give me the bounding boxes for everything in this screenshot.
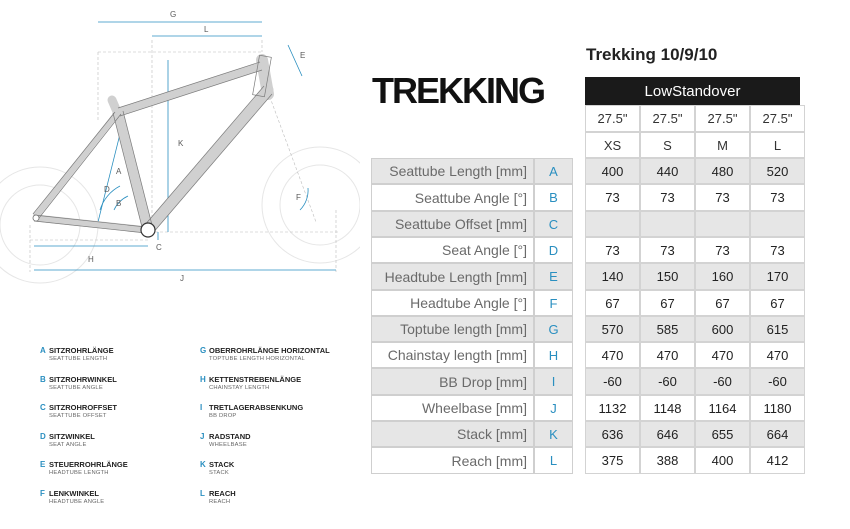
legend-name-english: HEADTUBE LENGTH <box>49 470 109 476</box>
row-value-cell: 480 <box>695 158 750 184</box>
legend-name-german: LENKWINKEL <box>49 488 99 498</box>
legend-name-german: STACK <box>209 460 235 469</box>
legend-name-english: CHAINSTAY LENGTH <box>209 384 270 391</box>
row-value-cell: 160 <box>695 263 750 290</box>
row-value-cell: 412 <box>750 447 805 474</box>
dim-label-d: D <box>104 185 110 194</box>
frame-geometry-diagram <box>0 0 360 300</box>
row-value-cell <box>750 211 805 237</box>
size-cell: XS <box>585 132 640 158</box>
row-value-cell: 400 <box>585 158 640 184</box>
bike-frame-outline <box>33 55 272 234</box>
legend-name-german: KETTENSTREBENLÄNGE <box>209 374 302 384</box>
row-value-cell: -60 <box>750 368 805 395</box>
row-value-cell: 73 <box>585 237 640 263</box>
row-value-cell: 470 <box>750 342 805 368</box>
legend-name-german: OBERROHRLÄNGE HORIZONTAL <box>209 346 330 355</box>
dim-label-c: C <box>156 243 162 252</box>
row-value-cell: 73 <box>640 184 695 211</box>
wheel-size-cell: 27.5" <box>695 105 750 132</box>
legend-letter: E <box>40 460 46 469</box>
row-value-cell: 615 <box>750 316 805 342</box>
row-label: Stack [mm] <box>371 421 534 447</box>
row-letter: H <box>534 342 573 368</box>
wheel-size-cell: 27.5" <box>640 105 695 132</box>
legend-letter: H <box>200 374 206 384</box>
size-cell: S <box>640 132 695 158</box>
dim-label-b: B <box>116 199 122 208</box>
legend-letter: C <box>40 403 46 412</box>
row-letter: G <box>534 316 573 342</box>
wheel-size-cell: 27.5" <box>750 105 805 132</box>
row-letter: K <box>534 421 573 447</box>
legend-letter: A <box>40 346 46 355</box>
row-letter: E <box>534 263 573 290</box>
legend-name-english: SEAT ANGLE <box>49 441 87 448</box>
legend-name-english: REACH <box>209 498 231 505</box>
legend-letter: B <box>40 374 46 384</box>
row-letter: D <box>534 237 573 263</box>
row-value-cell: 1148 <box>640 395 695 421</box>
frame-type-header: LowStandover <box>585 77 800 105</box>
row-value-cell: 646 <box>640 421 695 447</box>
row-value-cell: -60 <box>640 368 695 395</box>
row-value-cell: 470 <box>585 342 640 368</box>
dim-label-e: E <box>300 51 306 60</box>
dim-label-a: A <box>116 167 122 176</box>
row-value-cell: 1180 <box>750 395 805 421</box>
row-label: Headtube Length [mm] <box>371 263 534 290</box>
row-value-cell: 570 <box>585 316 640 342</box>
guide-lines <box>30 40 340 272</box>
size-cell: L <box>750 132 805 158</box>
legend-name-german: SITZROHROFFSET <box>49 403 117 412</box>
dim-label-g: G <box>170 10 177 19</box>
row-value-cell: 67 <box>750 290 805 316</box>
row-letter: B <box>534 184 573 211</box>
row-value-cell: 73 <box>585 184 640 211</box>
row-value-cell <box>640 211 695 237</box>
legend-name-english: TOPTUBE LENGTH HORIZONTAL <box>209 356 305 362</box>
row-value-cell: 67 <box>585 290 640 316</box>
legend-letter: G <box>200 346 207 355</box>
row-label: Toptube length [mm] <box>371 316 534 342</box>
row-value-cell: 470 <box>695 342 750 368</box>
size-cell: M <box>695 132 750 158</box>
row-value-cell: 1132 <box>585 395 640 421</box>
row-value-cell: -60 <box>585 368 640 395</box>
row-label: BB Drop [mm] <box>371 368 534 395</box>
legend-name-german: TRETLAGERABSENKUNG <box>209 403 304 412</box>
row-value-cell <box>585 211 640 237</box>
row-label: Chainstay length [mm] <box>371 342 534 368</box>
row-letter: A <box>534 158 573 184</box>
row-value-cell: 73 <box>640 237 695 263</box>
row-letter: C <box>534 211 573 237</box>
row-value-cell: 150 <box>640 263 695 290</box>
wheel-size-cell: 27.5" <box>585 105 640 132</box>
row-value-cell: 1164 <box>695 395 750 421</box>
row-label: Headtube Angle [°] <box>371 290 534 316</box>
row-value-cell: 655 <box>695 421 750 447</box>
row-value-cell: -60 <box>695 368 750 395</box>
row-value-cell: 636 <box>585 421 640 447</box>
legend-name-german: SITZROHRLÄNGE <box>49 346 114 355</box>
row-letter: L <box>534 447 573 474</box>
dim-label-k: K <box>178 139 184 148</box>
row-value-cell: 600 <box>695 316 750 342</box>
legend-name-german: STEUERROHRLÄNGE <box>49 460 128 469</box>
legend-name-english: SEATTUBE LENGTH <box>49 356 108 362</box>
row-label: Wheelbase [mm] <box>371 395 534 421</box>
row-label: Seattube Length [mm] <box>371 158 534 184</box>
row-label: Seattube Offset [mm] <box>371 211 534 237</box>
row-value-cell: 73 <box>750 184 805 211</box>
row-value-cell: 73 <box>695 184 750 211</box>
row-value-cell: 67 <box>640 290 695 316</box>
row-label: Seattube Angle [°] <box>371 184 534 211</box>
dim-label-l: L <box>204 25 209 34</box>
dim-label-j: J <box>180 274 184 283</box>
row-letter: F <box>534 290 573 316</box>
legend-name-german: REACH <box>209 488 236 498</box>
bottom-bracket <box>141 223 155 237</box>
legend-name-german: RADSTAND <box>209 431 251 441</box>
row-value-cell: 388 <box>640 447 695 474</box>
wheel-arcs <box>0 147 360 283</box>
row-value-cell: 585 <box>640 316 695 342</box>
row-letter: I <box>534 368 573 395</box>
row-letter: J <box>534 395 573 421</box>
row-value-cell <box>695 211 750 237</box>
row-label: Seat Angle [°] <box>371 237 534 263</box>
row-value-cell: 375 <box>585 447 640 474</box>
row-value-cell: 140 <box>585 263 640 290</box>
legend-name-english: SEATTUBE ANGLE <box>49 384 103 391</box>
row-value-cell: 73 <box>750 237 805 263</box>
model-title: Trekking 10/9/10 <box>586 45 718 64</box>
rear-dropout <box>33 215 39 221</box>
legend-name-english: WHEELBASE <box>209 441 247 448</box>
dim-label-h: H <box>88 255 94 264</box>
brand-title: TREKKING <box>372 70 544 111</box>
legend-letter: D <box>40 431 46 441</box>
legend-name-german: SITZWINKEL <box>49 431 95 441</box>
legend-name-german: SITZROHRWINKEL <box>49 374 117 384</box>
dim-label-f: F <box>296 193 301 202</box>
legend-name-english: STACK <box>209 470 229 476</box>
legend-name-english: HEADTUBE ANGLE <box>49 498 105 505</box>
row-value-cell: 67 <box>695 290 750 316</box>
legend-letter: K <box>200 460 206 469</box>
row-value-cell: 170 <box>750 263 805 290</box>
row-value-cell: 664 <box>750 421 805 447</box>
row-value-cell: 400 <box>695 447 750 474</box>
row-value-cell: 440 <box>640 158 695 184</box>
legend-letter: J <box>200 431 205 441</box>
row-value-cell: 73 <box>695 237 750 263</box>
row-value-cell: 520 <box>750 158 805 184</box>
row-value-cell: 470 <box>640 342 695 368</box>
legend-name-english: BB DROP <box>209 413 237 419</box>
legend-letter: F <box>40 488 45 498</box>
legend-name-english: SEATTUBE OFFSET <box>49 413 107 419</box>
legend-letter: L <box>200 488 205 498</box>
legend-letter: I <box>200 403 203 412</box>
row-label: Reach [mm] <box>371 447 534 474</box>
